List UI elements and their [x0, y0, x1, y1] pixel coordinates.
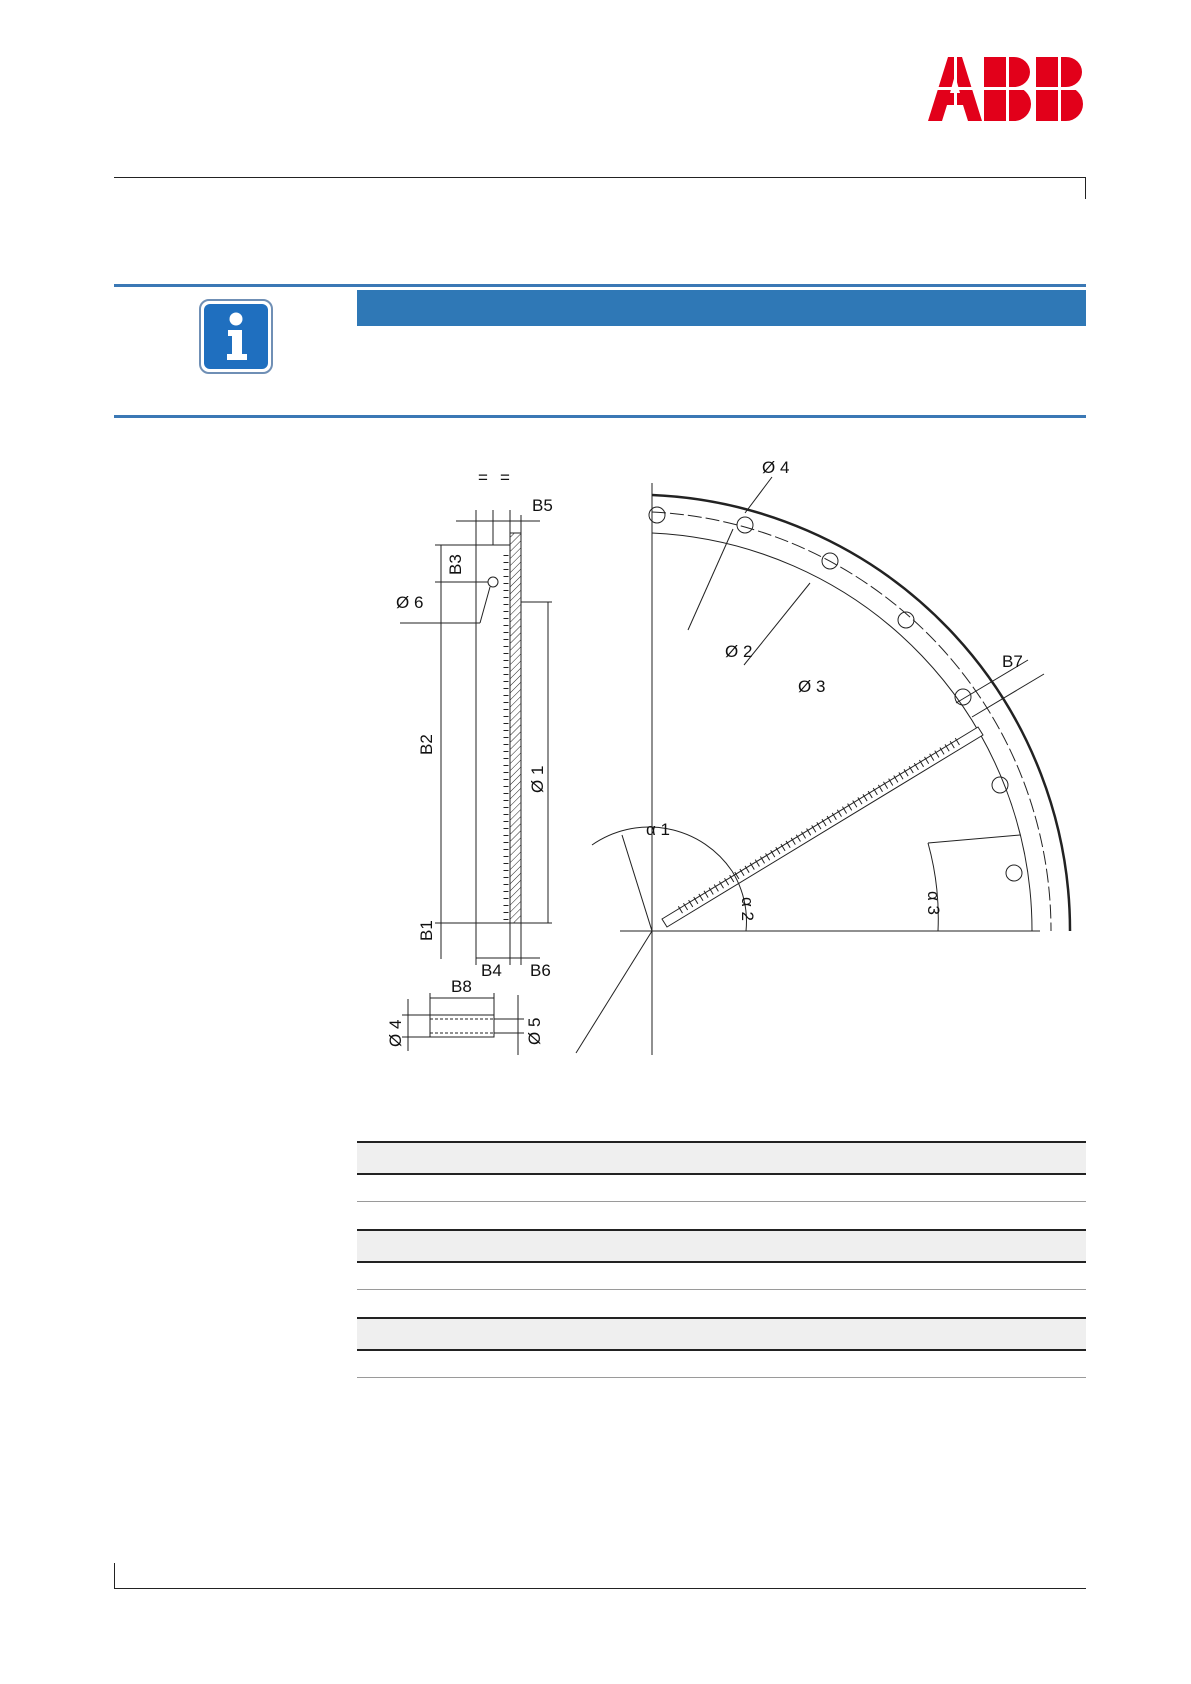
label-a3: α 3: [924, 891, 943, 916]
header-rule-tick: [1085, 177, 1086, 199]
label-b2: B2: [417, 734, 436, 755]
label-d4-top: Ø 4: [762, 458, 790, 477]
technical-drawing: [380, 455, 1080, 1095]
table-row: [357, 1174, 1086, 1202]
spec-table-3: [357, 1317, 1086, 1378]
table-row: [357, 1262, 1086, 1290]
label-d4-bushing: Ø 4: [386, 1019, 405, 1047]
spec-table-1: [357, 1141, 1086, 1202]
abb-logo: [928, 57, 1088, 121]
table-header-row: [357, 1142, 1086, 1174]
label-eq2: =: [500, 468, 510, 487]
label-a1: α 1: [646, 820, 671, 839]
label-d2: Ø 2: [725, 642, 753, 661]
info-block-bottom-rule: [114, 415, 1086, 418]
header-rule: [114, 177, 1086, 178]
label-d5: Ø 5: [525, 1017, 544, 1045]
table-row: [357, 1350, 1086, 1378]
label-b5: B5: [532, 496, 553, 515]
label-b6: B6: [530, 961, 551, 980]
label-b3: B3: [446, 554, 465, 575]
label-a2: α 2: [738, 897, 757, 922]
label-d6: Ø 6: [396, 593, 424, 612]
label-b7: B7: [1002, 652, 1023, 671]
label-b4: B4: [481, 961, 502, 980]
info-icon: [199, 299, 273, 374]
table-header-row: [357, 1230, 1086, 1262]
label-b8: B8: [451, 977, 472, 996]
label-d1: Ø 1: [528, 765, 547, 793]
info-block-top-rule: [114, 284, 1086, 287]
spec-table-2: [357, 1229, 1086, 1290]
label-b1: B1: [417, 920, 436, 941]
label-eq1: =: [478, 468, 488, 487]
footer-rule-tick: [114, 1563, 115, 1588]
label-d3: Ø 3: [798, 677, 826, 696]
footer-rule: [114, 1588, 1086, 1589]
info-header-bar: [357, 290, 1086, 326]
table-header-row: [357, 1318, 1086, 1350]
